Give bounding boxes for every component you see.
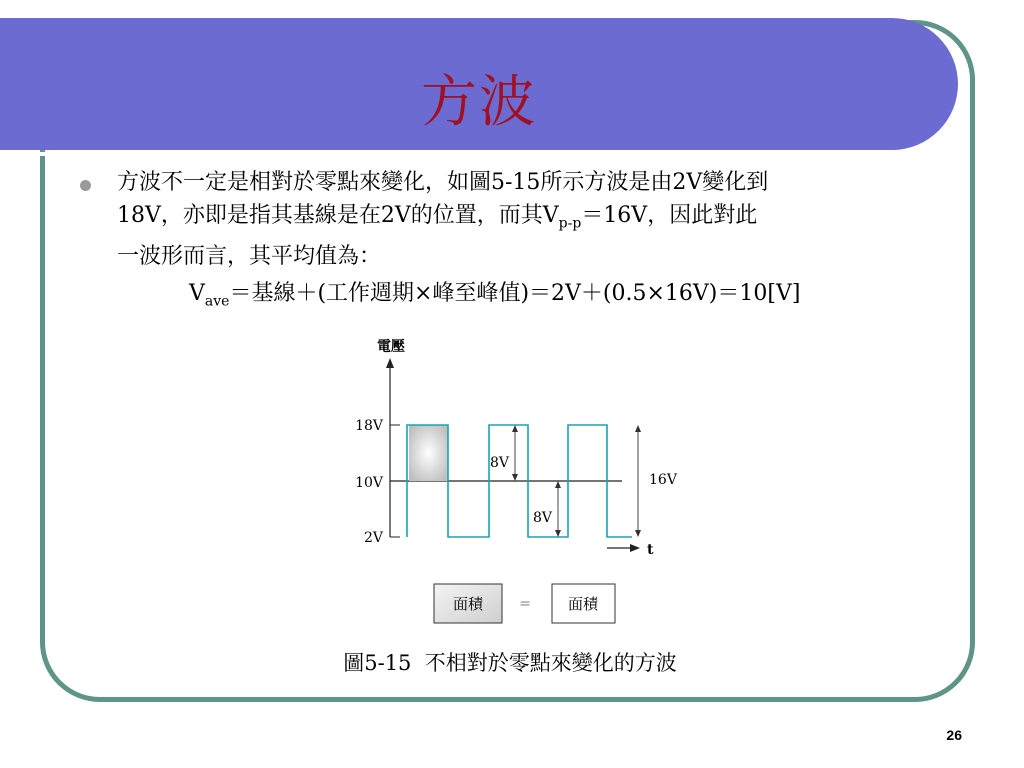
page-number: 26 [946,727,962,743]
tick-label-18v: 18V [355,418,383,434]
dim-8v-upper-arrow-bottom [512,474,518,481]
y-axis-arrow [386,358,394,368]
dim-8v-lower-arrow-top [555,481,561,488]
para-line-2b: ＝16V，因此對此 [581,203,758,228]
annot-16v: 16V [649,472,677,488]
dim-16v-arrow-top [635,425,641,432]
x-axis-label: t [647,542,654,558]
para-line-1: 方波不一定是相對於零點來變化，如圖5-15所示方波是由2V變化到 [117,170,769,195]
annot-8v-upper: 8V [490,455,510,471]
dim-8v-upper-arrow-top [512,425,518,432]
formula-v: V [189,281,205,306]
tick-label-2v: 2V [363,530,383,546]
formula-rest: ＝基線＋(工作週期×峰至峰值)＝2V＋(0.5×16V)＝10[V] [229,281,801,306]
para-line-2a: 18V，亦即是指其基線是在2V的位置，而其V [117,203,559,228]
figure-caption: 圖5-15 不相對於零點來變化的方波 [343,651,677,675]
equals-sign: = [519,596,531,612]
tick-label-10v: 10V [355,475,383,491]
vpp-subscript: p-p [558,215,582,232]
dim-8v-lower-arrow-bottom [555,530,561,537]
formula-sub: ave [204,293,230,310]
shaded-area [409,425,448,481]
area-box-shaded-label: 面積 [452,595,484,613]
annot-8v-lower: 8V [533,510,553,526]
para-line-3: 一波形而言，其平均值為： [117,244,382,270]
dim-16v-arrow-bottom [635,530,641,537]
area-box-plain-label: 面積 [567,595,599,613]
y-axis-label: 電壓 [377,339,405,355]
slide-title: 方波 [421,70,537,135]
